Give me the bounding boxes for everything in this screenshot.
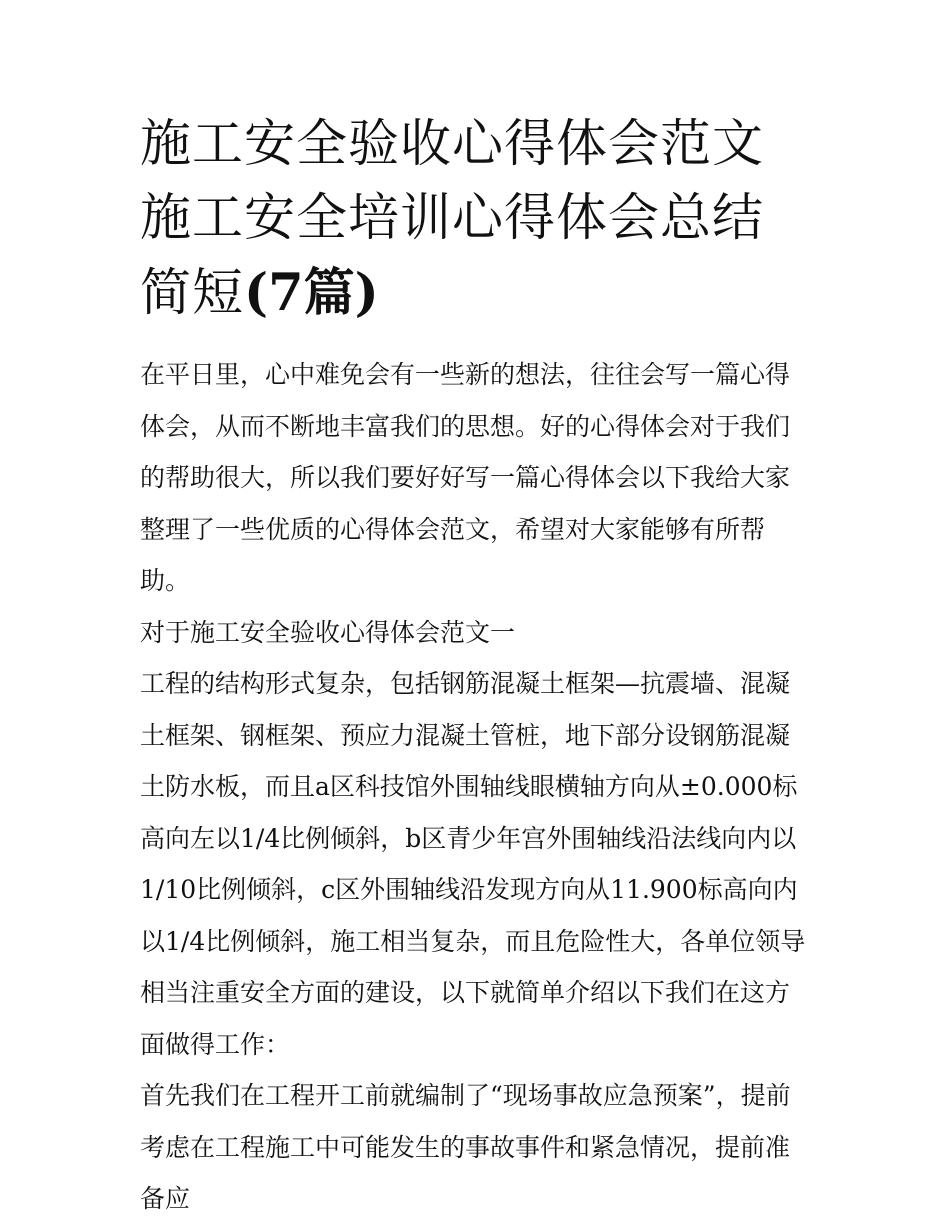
intro-paragraph: 在平日里，心中难免会有一些新的想法，往往会写一篇心得体会，从而不断地丰富我们的思想。好的心得体会对于我们的帮助很大，所以我们要好好写一篇心得体会以下我给大家整理了一些优质的心得体会范文，希望对大家能够有所帮助。	[140, 360, 791, 595]
document-body	[140, 349, 812, 1225]
document-title	[140, 108, 812, 331]
body-paragraph-structure: 工程的结构形式复杂，包括钢筋混凝土框架—抗震墙、混凝土框架、钢框架、预应力混凝土管桩，地下部分设钢筋混凝土防水板，而且a区科技馆外围轴线眼横轴方向从±0.000标高向左以1/4比例倾斜，b区青少年宫外围轴线沿法线向内以1/10比例倾斜，c区外围轴线沿发现方向从11.900标高向内以1/4比例倾斜，施工相当复杂，而且危险性大，各单位领导相当注重安全方面的建设，以下就简单介绍以下我们在这方面做得工作：	[140, 669, 806, 1059]
title-count: (7篇)	[244, 263, 379, 323]
body-paragraph-emergency-plan: 首先我们在工程开工前就编制了“现场事故应急预案”，提前考虑在工程施工中可能发生的事故事件和紧急情况，提前准备应	[140, 1081, 791, 1213]
section-heading: 对于施工安全验收心得体会范文一	[140, 617, 516, 647]
title-main: 施工安全验收心得体会范文 施工安全培训心得体会总结简短	[140, 115, 765, 323]
